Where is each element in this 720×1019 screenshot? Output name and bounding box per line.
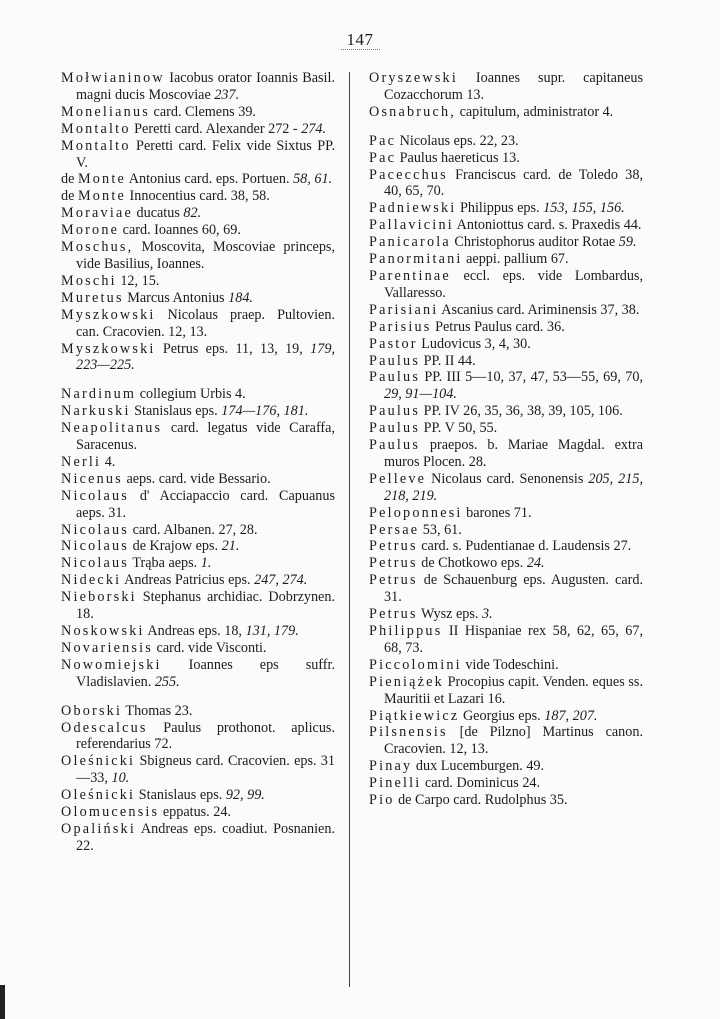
entry-page-ref: 255. bbox=[154, 673, 180, 690]
index-entry bbox=[369, 505, 643, 522]
entry-text: Nicolaus praep. Pultovien. can. Cracovien. 12, 13. bbox=[76, 306, 335, 340]
entry-text: Ascanius card. Ariminensis 37, 38. bbox=[438, 301, 640, 318]
index-entry bbox=[369, 353, 643, 370]
entry-headword: Peloponnesi bbox=[369, 504, 463, 521]
entry-text: 53, 61. bbox=[419, 521, 462, 538]
entry-text: Iacobus orator Ioannis Basil. magni ducis Moscoviae bbox=[76, 70, 335, 103]
entry-text: PP. II 44. bbox=[420, 352, 476, 369]
entry-text: card. Clemens 39. bbox=[150, 103, 256, 120]
entry-headword: Nicolaus bbox=[61, 538, 130, 555]
entry-headword: Novariensis bbox=[61, 639, 153, 656]
entry-headword: Pacecchus bbox=[369, 166, 448, 183]
entry-headword: Pinay bbox=[369, 758, 413, 775]
index-entry bbox=[369, 792, 643, 809]
page-edge-mark bbox=[0, 985, 5, 1019]
index-entry bbox=[369, 150, 643, 167]
entry-headword: Moraviae bbox=[61, 205, 133, 222]
index-entry bbox=[369, 606, 643, 623]
entry-headword: Pieniążek bbox=[369, 673, 444, 690]
entry-text: de Carpo card. Rudolphus 35. bbox=[394, 792, 568, 809]
entry-text: praepos. b. Mariae Magdal. extra muros Plocen. 28. bbox=[384, 437, 643, 470]
index-entry bbox=[61, 454, 335, 471]
entry-headword: Oleśnicki bbox=[61, 753, 136, 770]
entry-text: Andreas eps. coadiut. Posnanien. 22. bbox=[76, 820, 335, 854]
entry-headword: Montalto bbox=[61, 120, 131, 137]
entry-text: 4. bbox=[101, 453, 116, 470]
entry-headword: Narkuski bbox=[61, 403, 131, 420]
entry-text: 12, 15. bbox=[116, 272, 160, 289]
entry-text: PP. V 50, 55. bbox=[420, 420, 498, 437]
entry-headword: Parisius bbox=[369, 318, 432, 335]
index-entry bbox=[369, 167, 643, 201]
entry-headword: Odescalcus bbox=[61, 719, 148, 736]
index-entry bbox=[61, 753, 335, 787]
entry-text: Ludovicus 3, 4, 30. bbox=[417, 335, 531, 352]
entry-text: de Schauenburg eps. Augusten. card. 31. bbox=[384, 572, 643, 606]
entry-text: card. Ioannes 60, 69. bbox=[119, 222, 241, 239]
index-entry bbox=[61, 720, 335, 754]
entry-headword: Paulus bbox=[369, 352, 421, 369]
entry-headword: Paulus bbox=[369, 403, 421, 420]
entry-text: Innocentius card. 38, 58. bbox=[126, 188, 270, 205]
entry-headword: Nicenus bbox=[61, 470, 123, 487]
entry-headword: Monte bbox=[77, 171, 126, 188]
index-entry bbox=[369, 104, 643, 121]
index-entry bbox=[61, 104, 335, 121]
entry-text: Peretti card. Felix vide Sixtus PP. V. bbox=[76, 137, 335, 171]
entry-headword: Muretus bbox=[61, 289, 124, 306]
entry-headword: Moschi bbox=[61, 272, 117, 289]
entry-text: de bbox=[61, 171, 78, 188]
index-entry bbox=[61, 555, 335, 572]
entry-headword: Myszkowski bbox=[61, 340, 156, 357]
index-entry bbox=[61, 589, 335, 623]
index-entry bbox=[61, 171, 335, 188]
index-entry bbox=[61, 307, 335, 341]
entry-headword: Neapolitanus bbox=[61, 420, 163, 437]
entry-headword: Nicolaus bbox=[61, 521, 130, 538]
page-number: 147 bbox=[0, 30, 720, 50]
entry-text: dux Lucemburgen. 49. bbox=[412, 758, 545, 775]
entry-page-ref: 92, 99. bbox=[225, 787, 265, 804]
entry-headword: Noskowski bbox=[61, 623, 145, 639]
entry-text: collegium Urbis 4. bbox=[136, 386, 246, 403]
entry-text: Antonius card. eps. Portuen. bbox=[126, 171, 294, 188]
entry-page-ref: 82. bbox=[183, 205, 202, 222]
entry-page-ref: 237. bbox=[214, 86, 240, 103]
entry-page-ref: 3. bbox=[481, 606, 493, 623]
index-entry bbox=[369, 133, 643, 150]
entry-headword: Monelianus bbox=[61, 103, 150, 120]
entry-headword: Mołwianinow bbox=[61, 70, 165, 86]
index-entry bbox=[61, 239, 335, 273]
index-entry bbox=[369, 437, 643, 471]
index-entry bbox=[61, 188, 335, 205]
entry-text: Sbigneus card. Cracovien. eps. 31—33, bbox=[76, 753, 335, 787]
entry-text: Peretti card. Alexander 272 - bbox=[130, 120, 302, 137]
index-entry bbox=[369, 369, 643, 403]
index-entry bbox=[369, 268, 643, 302]
entry-page-ref: 59. bbox=[618, 234, 637, 251]
index-entry bbox=[61, 623, 335, 640]
index-entry bbox=[369, 234, 643, 251]
entry-text: de Krajow eps. bbox=[129, 538, 222, 555]
entry-text: Philippus eps. bbox=[456, 200, 544, 217]
index-entry bbox=[369, 708, 643, 725]
index-entry bbox=[61, 138, 335, 172]
entry-headword: Pelleve bbox=[369, 470, 427, 487]
entry-text: II Hispaniae rex 58, 62, 65, 67, 68, 73. bbox=[384, 623, 643, 656]
entry-text: Paulus prothonot. aplicus. referendarius 72. bbox=[76, 719, 335, 753]
entry-text: Antoniottus card. s. Praxedis 44. bbox=[453, 217, 642, 234]
entry-headword: Olomucensis bbox=[61, 804, 160, 821]
entry-headword: Pac bbox=[369, 132, 397, 149]
entry-headword: Persae bbox=[369, 521, 420, 538]
entry-text: Procopius capit. Venden. eques ss. Mauritii et Lazari 16. bbox=[384, 673, 643, 707]
entry-text: Stanislaus eps. bbox=[135, 787, 226, 804]
entry-headword: Opaliński bbox=[61, 820, 136, 837]
index-entry bbox=[369, 538, 643, 555]
entry-text: Trąba aeps. bbox=[129, 555, 201, 572]
entry-page-ref: 29, 91—104. bbox=[384, 386, 457, 403]
entry-headword: Oleśnicki bbox=[61, 787, 136, 804]
entry-headword: Myszkowski bbox=[61, 306, 156, 323]
entry-text: PP. III 5—10, 37, 47, 53—55, 69, 70, bbox=[420, 369, 643, 386]
index-entry bbox=[369, 471, 643, 505]
index-entry bbox=[61, 488, 335, 522]
entry-text: Stanislaus eps. bbox=[130, 403, 222, 420]
index-entry bbox=[369, 775, 643, 792]
entry-headword: Padniewski bbox=[369, 200, 457, 217]
entry-text: vide Todeschini. bbox=[461, 656, 559, 673]
index-entry bbox=[369, 336, 643, 353]
index-entry bbox=[61, 471, 335, 488]
index-entry bbox=[61, 403, 335, 420]
index-column-right bbox=[369, 70, 643, 809]
entry-headword: Panormitani bbox=[369, 251, 463, 268]
index-entry bbox=[369, 724, 643, 758]
entry-page-ref: 205, 215, 218, 219. bbox=[384, 470, 643, 504]
entry-headword: Petrus bbox=[369, 555, 418, 572]
index-entry bbox=[61, 386, 335, 403]
entry-headword: Montalto bbox=[61, 137, 131, 154]
entry-text: Nicolaus eps. 22, 23. bbox=[396, 132, 519, 149]
index-entry bbox=[369, 572, 643, 606]
entry-headword: Nardinum bbox=[61, 386, 137, 403]
entry-headword: Paulus bbox=[369, 420, 421, 437]
entry-text: Ioannes eps suffr. Vladislavien. bbox=[76, 656, 335, 690]
entry-headword: Oryszewski bbox=[369, 70, 458, 86]
index-entry bbox=[61, 657, 335, 691]
index-entry bbox=[369, 403, 643, 420]
entry-headword: Paulus bbox=[369, 369, 421, 386]
index-entry bbox=[61, 70, 335, 104]
entry-text: Christophorus auditor Rotae bbox=[450, 234, 619, 251]
column-divider bbox=[349, 72, 350, 987]
entry-headword: Pilsnensis bbox=[369, 724, 448, 741]
entry-page-ref: 179, 223—225. bbox=[76, 340, 335, 374]
entry-headword: Parisiani bbox=[369, 301, 439, 318]
entry-text: card. Dominicus 24. bbox=[421, 775, 541, 792]
index-entry bbox=[369, 674, 643, 708]
index-entry bbox=[61, 341, 335, 375]
index-entry bbox=[369, 420, 643, 437]
index-entry bbox=[61, 804, 335, 821]
entry-text: eppatus. 24. bbox=[159, 804, 232, 821]
entry-text: Petrus Paulus card. 36. bbox=[431, 318, 565, 335]
index-entry bbox=[369, 200, 643, 217]
entry-page-ref: 1. bbox=[200, 555, 212, 572]
entry-text: Thomas 23. bbox=[122, 702, 193, 719]
entry-text: de Chotkowo eps. bbox=[417, 555, 527, 572]
entry-text: Marcus Antonius bbox=[123, 289, 229, 306]
index-entry bbox=[61, 420, 335, 454]
entry-page-ref: 274. bbox=[301, 120, 327, 137]
entry-page-ref: 24. bbox=[526, 555, 545, 572]
index-entry bbox=[61, 222, 335, 239]
entry-text: eccl. eps. vide Lombardus, Vallaresso. bbox=[384, 267, 643, 301]
entry-page-ref: 174—176, 181. bbox=[221, 403, 309, 420]
index-entry bbox=[369, 522, 643, 539]
index-entry bbox=[61, 522, 335, 539]
entry-headword: Pac bbox=[369, 149, 397, 166]
index-entry bbox=[369, 251, 643, 268]
index-column-left bbox=[61, 70, 335, 855]
entry-headword: Philippus bbox=[369, 623, 443, 639]
entry-text: aeppi. pallium 67. bbox=[462, 251, 569, 268]
entry-text: PP. IV 26, 35, 36, 38, 39, 105, 106. bbox=[420, 403, 623, 420]
entry-text: Stephanus archidiac. Dobrzynen. 18. bbox=[76, 589, 335, 623]
index-entry bbox=[61, 273, 335, 290]
index-entry bbox=[61, 821, 335, 855]
entry-text: Franciscus card. de Toledo 38, 40, 65, 70. bbox=[384, 166, 643, 200]
entry-headword: Panicarola bbox=[369, 234, 451, 251]
entry-headword: Nerli bbox=[61, 453, 102, 470]
entry-text: Andreas Patricius eps. bbox=[121, 572, 255, 589]
entry-page-ref: 21. bbox=[221, 538, 240, 555]
index-entry bbox=[61, 572, 335, 589]
entry-headword: Nicolaus bbox=[61, 487, 130, 504]
index-entry bbox=[369, 217, 643, 234]
entry-text: de bbox=[61, 188, 78, 205]
entry-text: aeps. card. vide Bessario. bbox=[122, 470, 271, 487]
entry-headword: Nowomiejski bbox=[61, 656, 162, 673]
entry-text: capitulum, administrator 4. bbox=[456, 103, 614, 120]
entry-text: card. Albanen. 27, 28. bbox=[129, 521, 258, 538]
entry-text: Ioannes supr. capitaneus Cozacchorum 13. bbox=[384, 70, 643, 103]
entry-text: ducatus bbox=[132, 205, 184, 222]
entry-headword: Monte bbox=[77, 188, 126, 205]
entry-text: card. vide Visconti. bbox=[152, 639, 267, 656]
entry-headword: Moschus, bbox=[61, 239, 134, 256]
entry-headword: Nieborski bbox=[61, 589, 137, 606]
entry-text: Andreas eps. 18, bbox=[144, 623, 246, 639]
entry-page-ref: 247, 274. bbox=[254, 572, 308, 589]
entry-text: [de Pilzno] Martinus canon. Cracovien. 12, 13. bbox=[384, 724, 643, 758]
entry-page-ref: 153, 155, 156. bbox=[543, 200, 625, 217]
entry-headword: Osnabruch, bbox=[369, 103, 457, 120]
index-entry bbox=[369, 758, 643, 775]
entry-headword: Morone bbox=[61, 222, 120, 239]
entry-headword: Pio bbox=[369, 792, 395, 809]
index-entry bbox=[61, 640, 335, 657]
entry-headword: Petrus bbox=[369, 606, 418, 623]
entry-headword: Pinelli bbox=[369, 775, 422, 792]
entry-headword: Parentinae bbox=[369, 267, 451, 284]
index-entry bbox=[61, 538, 335, 555]
index-entry bbox=[61, 205, 335, 222]
index-entry bbox=[369, 319, 643, 336]
entry-text: Petrus eps. 11, 13, 19, bbox=[155, 340, 311, 357]
entry-text: Moscovita, Moscoviae princeps, vide Basilius, Ioannes. bbox=[76, 239, 335, 272]
index-entry bbox=[369, 70, 643, 104]
index-entry bbox=[61, 290, 335, 307]
entry-headword: Petrus bbox=[369, 572, 418, 589]
index-entry bbox=[369, 657, 643, 674]
entry-page-ref: 131, 179. bbox=[245, 623, 299, 639]
entry-text: Wysz eps. bbox=[417, 606, 482, 623]
entry-page-ref: 58, 61. bbox=[293, 171, 333, 188]
index-entry bbox=[369, 555, 643, 572]
entry-text: d' Acciapaccio card. Capuanus aeps. 31. bbox=[76, 487, 335, 521]
entry-headword: Pallavicini bbox=[369, 217, 454, 234]
entry-page-ref: 187, 207. bbox=[544, 707, 598, 724]
entry-headword: Piątkiewicz bbox=[369, 707, 460, 724]
entry-headword: Oborski bbox=[61, 702, 123, 719]
entry-headword: Paulus bbox=[369, 437, 421, 454]
entry-text: Nicolaus card. Senonensis bbox=[426, 470, 589, 487]
entry-page-ref: 184. bbox=[228, 289, 253, 306]
index-entry bbox=[61, 121, 335, 138]
index-entry bbox=[61, 787, 335, 804]
entry-headword: Piccolomini bbox=[369, 656, 462, 673]
entry-headword: Nidecki bbox=[61, 572, 122, 589]
entry-headword: Nicolaus bbox=[61, 555, 130, 572]
entry-text: card. legatus vide Caraffa, Saracenus. bbox=[76, 420, 335, 454]
index-entry bbox=[369, 302, 643, 319]
entry-text: Georgius eps. bbox=[459, 707, 545, 724]
index-entry bbox=[61, 703, 335, 720]
entry-text: Paulus haereticus 13. bbox=[396, 149, 520, 166]
entry-headword: Pastor bbox=[369, 335, 418, 352]
entry-text: card. s. Pudentianae d. Laudensis 27. bbox=[417, 538, 632, 555]
entry-page-ref: 10. bbox=[111, 770, 130, 787]
index-entry bbox=[369, 623, 643, 657]
entry-headword: Petrus bbox=[369, 538, 418, 555]
entry-text: barones 71. bbox=[462, 504, 532, 521]
